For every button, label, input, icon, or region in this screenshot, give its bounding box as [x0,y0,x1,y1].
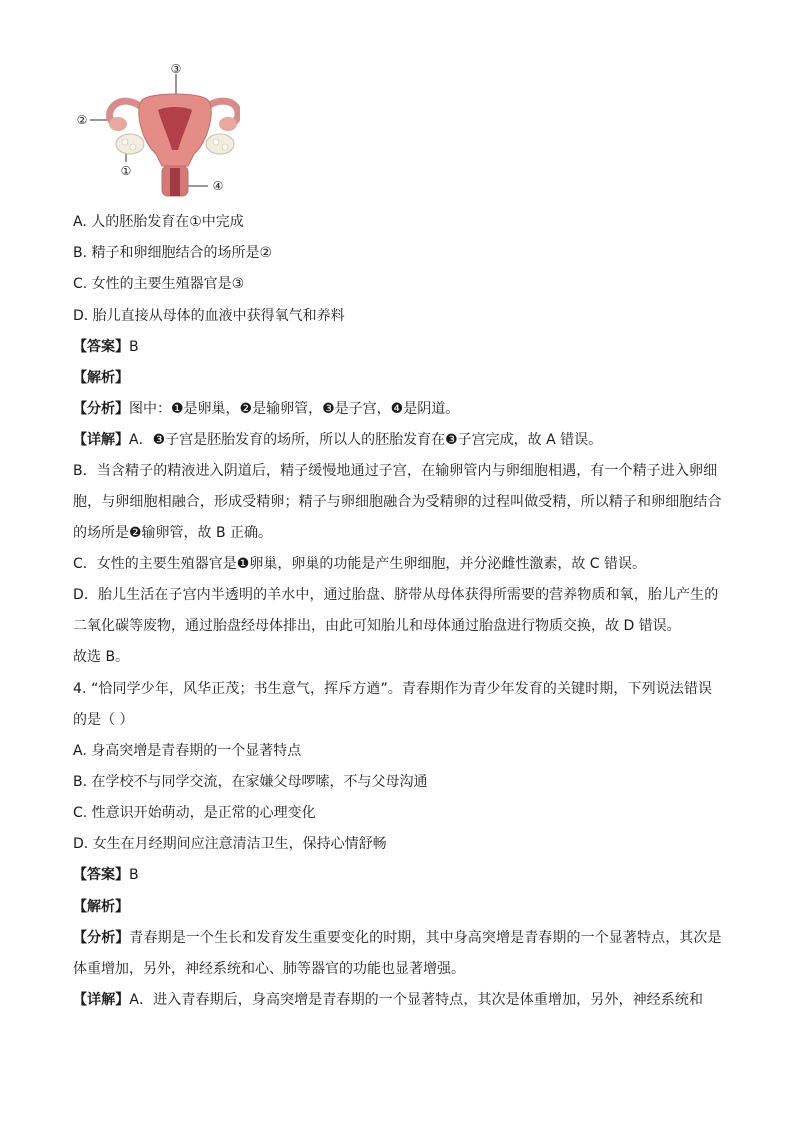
label-2: ② [76,113,88,127]
detail-text: A．❸子宫是胚胎发育的场所，所以人的胚胎发育在❸子宫完成，故 A 错误。 [129,432,603,448]
fenxi-text: 青春期是一个生长和发育发生重要变化的时期，其中身高突增是青春期的一个显著特点，其次是 [129,930,722,946]
xiangjie-tag: 【详解】 [73,992,130,1008]
analysis-tag: 【解析】 [73,370,129,386]
q4-stem-line1: 4. “恰同学少年，风华正茂；书生意气，挥斥方遒”。青春期作为青少年发育的关键时期，下列说法错误 [73,681,713,697]
q3-detail-b1: B．当含精子的精液进入阴道后，精子缓慢地通过子宫，在输卵管内与卵细胞相遇，有一个精子进入卵细 [73,463,718,479]
q3-detail-b2: 胞，与卵细胞相融合，形成受精卵；精子与卵细胞融合为受精卵的过程叫做受精，所以精子和卵细胞结合 [73,494,722,510]
analysis-tag: 【解析】 [73,899,129,915]
q4-xiangjie-line1 [73,990,712,1010]
q3-conclusion: 故选 B。 [73,649,130,665]
q4-fenxi-line2: 体重增加，另外，神经系统和心、肺等器官的功能也显著增强。 [73,961,465,977]
label-1: ① [120,164,132,178]
q3-option-a: A. 人的胚胎发育在①中完成 [73,214,244,230]
xiangjie-text: A．进入青春期后，身高突增是青春期的一个显著特点，其次是体重增加，另外，神经系统和 [129,992,704,1008]
q3-detail-c: C．女性的主要生殖器官是❶卵巢，卵巢的功能是产生卵细胞，并分泌雌性激素，故 C 错误。 [73,556,646,572]
q3-answer [73,337,712,357]
answer-tag: 【答案】 [73,339,129,355]
q4-option-d: D. 女生在月经期间应注意清洁卫生，保持心情舒畅 [73,836,387,852]
q4-option-c: C. 性意识开始萌动，是正常的心理变化 [73,805,316,821]
q3-analysis-heading [73,368,712,388]
uterus-illustration [70,64,240,200]
q4-option-b: B. 在学校不与同学交流，在家嫌父母啰嗦，不与父母沟通 [73,774,428,790]
fenxi-tag: 【分析】 [73,930,130,946]
q4-analysis-heading [73,897,712,917]
reproductive-system-figure [70,64,240,200]
q3-option-c: C. 女性的主要生殖器官是③ [73,276,245,292]
answer-value: B [129,339,139,355]
q3-option-b: B. 精子和卵细胞结合的场所是② [73,245,273,261]
xiangjie-tag: 【详解】 [73,432,129,448]
fenxi-tag: 【分析】 [73,401,129,417]
q4-stem-line2: 的是（ ） [73,712,134,728]
q4-fenxi-line1 [73,928,722,948]
q3-detail-d1: D．胎儿生活在子宫内半透明的羊水中，通过胎盘、脐带从母体获得所需要的营养物质和氧，胎儿产生的 [73,587,719,603]
fenxi-text: 图中：❶是卵巢，❷是输卵管，❸是子宫，❹是阴道。 [129,401,460,417]
q3-option-d: D. 胎儿直接从母体的血液中获得氧气和养料 [73,308,345,324]
answer-tag: 【答案】 [73,867,129,883]
q3-fenxi [73,399,712,419]
q3-detail-b3: 的场所是❷输卵管，故 B 正确。 [73,525,273,541]
q4-option-a: A. 身高突增是青春期的一个显著特点 [73,743,302,759]
q3-detail-a [73,430,712,450]
label-4: ④ [212,179,224,193]
answer-value: B [129,867,139,883]
q4-answer [73,865,712,885]
q3-detail-d2: 二氧化碳等废物，通过胎盘经母体排出，由此可知胎儿和母体通过胎盘进行物质交换，故 D 错误。 [73,618,681,634]
label-3: ③ [170,64,182,76]
